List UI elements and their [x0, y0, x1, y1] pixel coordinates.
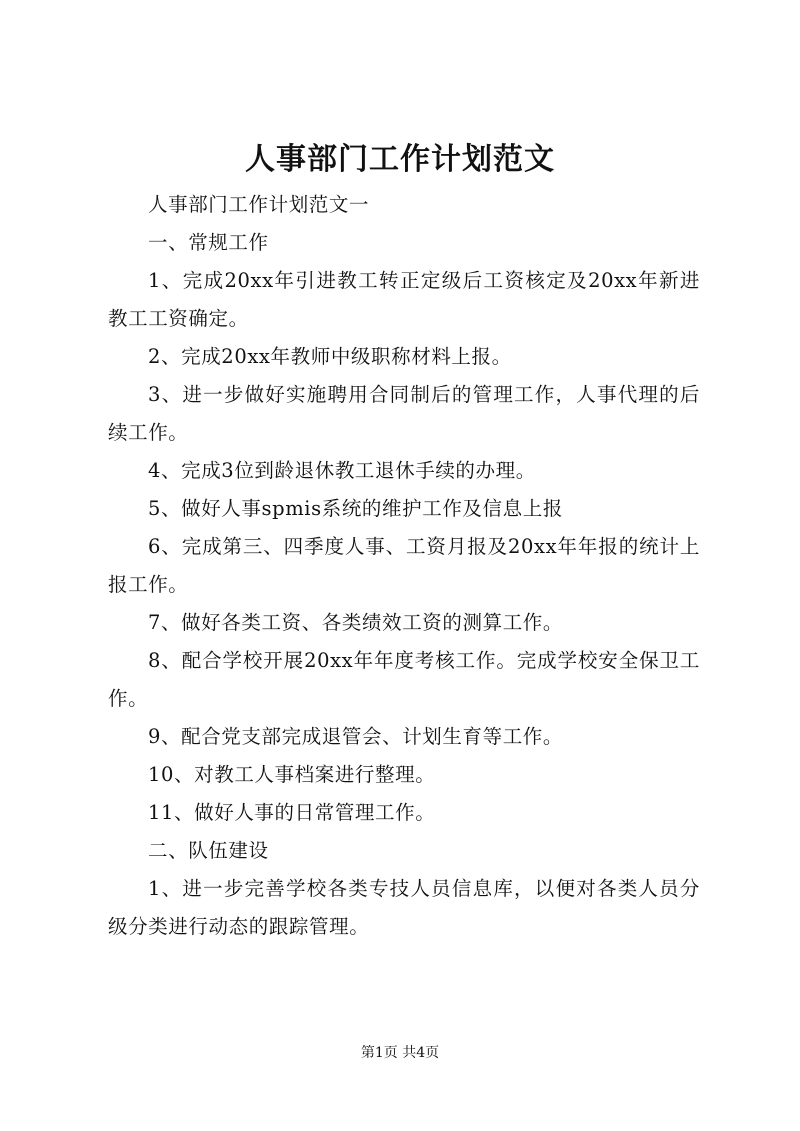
paragraph: 人事部门工作计划范文一	[148, 193, 370, 216]
paragraph: 10、对教工人事档案进行整理。	[148, 763, 436, 786]
section-heading: 一、常规工作	[148, 231, 269, 254]
paragraph: 7、做好各类工资、各类绩效工资的测算工作。	[148, 611, 564, 634]
paragraph: 6、完成第三、四季度人事、工资月报及20xx年年报的统计上报工作。	[108, 535, 700, 596]
paragraph: 3、进一步做好实施聘用合同制后的管理工作，人事代理的后续工作。	[108, 383, 700, 444]
paragraph: 1、完成20xx年引进教工转正定级后工资核定及20xx年新进教工工资确定。	[108, 269, 700, 330]
document-title: 人事部门工作计划范文	[245, 142, 555, 177]
paragraph: 5、做好人事spmis系统的维护工作及信息上报	[148, 497, 563, 520]
document-body	[108, 186, 700, 946]
paragraph: 9、配合党支部完成退管会、计划生育等工作。	[148, 725, 564, 748]
paragraph: 8、配合学校开展20xx年年度考核工作。完成学校安全保卫工作。	[108, 649, 700, 710]
paragraph: 2、完成20xx年教师中级职称材料上报。	[148, 345, 512, 368]
paragraph: 4、完成3位到龄退休教工退休手续的办理。	[148, 459, 536, 482]
page-number-footer: 第1页 共4页	[360, 1045, 440, 1061]
paragraph: 11、做好人事的日常管理工作。	[148, 801, 436, 824]
section-heading: 二、队伍建设	[148, 839, 269, 862]
paragraph: 1、进一步完善学校各类专技人员信息库，以便对各类人员分级分类进行动态的跟踪管理。	[108, 877, 700, 938]
